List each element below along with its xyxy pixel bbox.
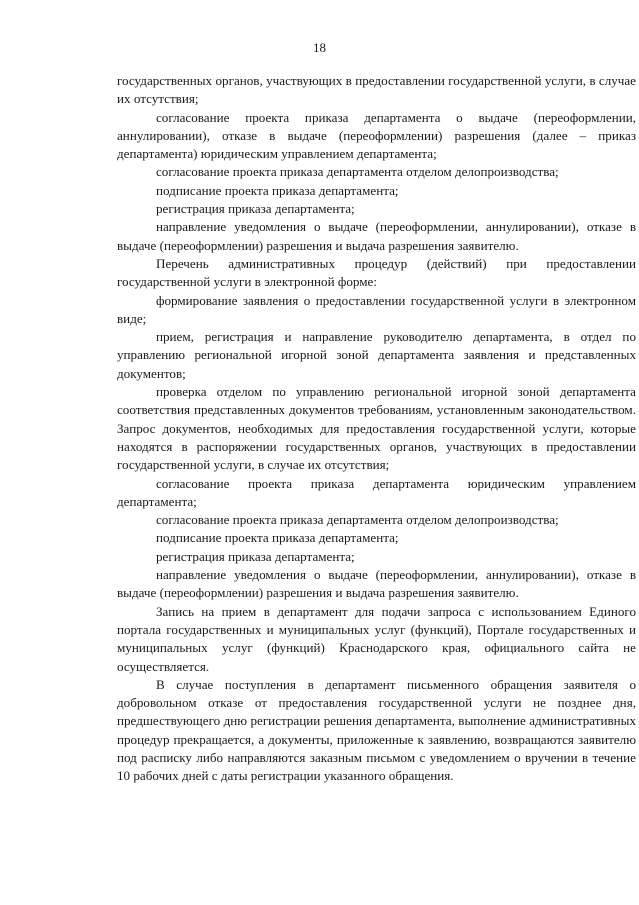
paragraph: Перечень административных процедур (действий) при предоставлении государственной услуги в электронной форме: xyxy=(117,255,636,290)
paragraph: подписание проекта приказа департамента; xyxy=(156,530,399,546)
paragraph: согласование проекта приказа департамента отделом делопроизводства; xyxy=(156,164,559,180)
paragraph: направление уведомления о выдаче (переоформлении, аннулировании), отказе в выдаче (переоформлении) разрешения и выдача разрешения заявителю. xyxy=(117,567,636,601)
paragraph: прием, регистрация и направление руководителю департамента, в отдел по управлению региональной игорной зоной департамента заявления и представленных документов; xyxy=(117,329,636,381)
paragraph: Запись на прием в департамент для подачи запроса с использованием Единого портала государственных и муниципальных услуг (функций), Портале государственных и муниципальных услуг (функций) Краснодарского края, официального сайта не осуществляется. xyxy=(117,603,636,674)
body-text xyxy=(117,72,636,786)
paragraph: согласование проекта приказа департамента о выдаче (переоформлении, аннулировании), отказе в выдаче (переоформлении) разрешения (далее – приказ департамента) юридическим управлением департамента; xyxy=(117,109,636,162)
paragraph: В случае поступления в департамент письменного обращения заявителя о добровольном отказе от предоставления государственной услуги не позднее дня, предшествующего дню регистрации решения департамента, выполнение административных процедур прекращается, а документы, приложенные к заявлению, возвращаются заявителю под расписку либо направляются заказным письмом с уведомлением о вручении в течение 10 рабочих дней с даты регистрации указанного обращения. xyxy=(117,676,636,784)
paragraph: регистрация приказа департамента; xyxy=(156,201,355,217)
paragraph: согласование проекта приказа департамента отделом делопроизводства; xyxy=(156,512,559,528)
paragraph-continuation: государственных органов, участвующих в предоставлении государственной услуги, в случае их отсутствия; xyxy=(117,73,636,107)
paragraph: проверка отделом по управлению региональной игорной зоной департамента соответствия представленных документов требованиям, установленным законодательством. Запрос документов, необходимых для предоставления государственной услуги, которые находятся в распоряжении государственных органов, участвующих в предоставлении государственной услуги, в случае их отсутствия; xyxy=(117,384,636,473)
page-number: 18 xyxy=(313,40,326,55)
paragraph: регистрация приказа департамента; xyxy=(156,548,355,564)
paragraph: согласование проекта приказа департамента юридическим управлением департамента; xyxy=(117,475,636,509)
paragraph: подписание проекта приказа департамента; xyxy=(156,182,399,198)
paragraph: формирование заявления о предоставлении государственной услуги в электронном виде; xyxy=(117,292,636,326)
paragraph: направление уведомления о выдаче (переоформлении, аннулировании), отказе в выдаче (переоформлении) разрешения и выдача разрешения заявителю. xyxy=(117,219,636,253)
